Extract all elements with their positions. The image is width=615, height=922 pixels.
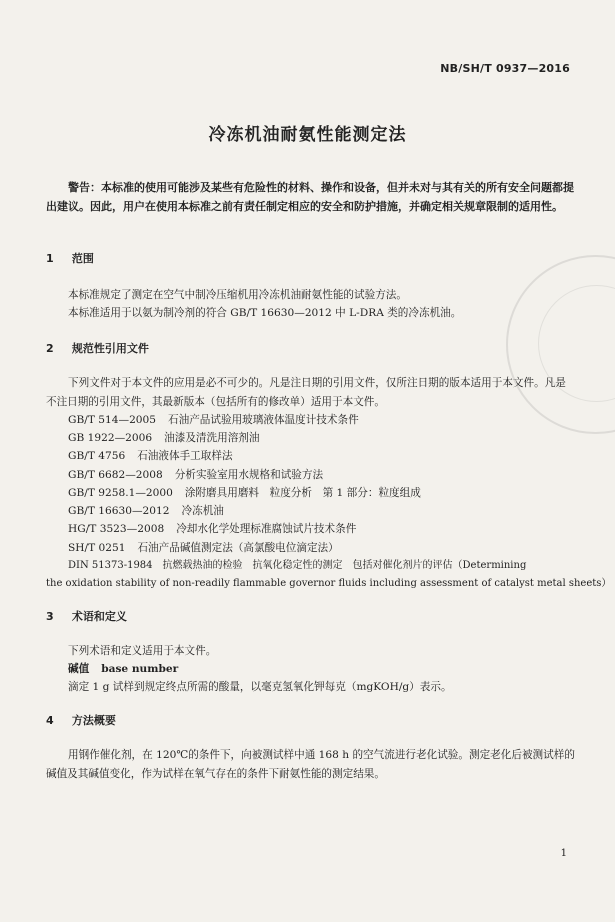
reference-name: 涂附磨具用磨料 粒度分析 第 1 部分：粒度组成: [184, 487, 421, 499]
section-title: 方法概要: [71, 714, 116, 727]
section-title: 规范性引用文件: [71, 342, 149, 355]
page-number: 1: [560, 848, 567, 859]
reference-name: 石油液体手工取样法: [137, 450, 233, 462]
reference-item: [68, 502, 576, 521]
standard-number: NB/SH/T 0937—2016: [440, 62, 570, 75]
reference-item: [68, 539, 576, 558]
reference-name: 油漆及清洗用溶剂油: [164, 432, 260, 444]
section-2-intro: 下列文件对于本文件的应用是必不可少的。凡是注日期的引用文件，仅所注日期的版本适用于本文件。凡是不注日期的引用文件，其最新版本（包括所有的修改单）适用于本文件。: [46, 377, 566, 408]
section-2-heading: [46, 340, 149, 356]
reference-code: GB 1922—2006: [68, 432, 153, 444]
reference-item: [68, 466, 576, 485]
section-1-heading: [46, 250, 94, 266]
reference-code: SH/T 0251: [68, 542, 126, 554]
reference-item: [68, 484, 576, 503]
section-1-paragraph-1: 本标准规定了测定在空气中制冷压缩机用冷冻机油耐氨性能的试验方法。: [68, 289, 407, 301]
section-number: 4: [46, 714, 54, 727]
term-definition: 滴定 1 g 试样到规定终点所需的酸量，以毫克氢氧化钾每克（mgKOH/g）表示。: [68, 681, 452, 693]
reference-code: GB/T 9258.1—2000: [68, 487, 173, 499]
term-entry: [68, 660, 576, 679]
reference-item: [68, 447, 576, 466]
section-title: 范围: [71, 252, 94, 265]
reference-code: GB/T 16630—2012: [68, 505, 170, 517]
section-3-intro: 下列术语和定义适用于本文件。: [68, 645, 217, 657]
reference-code: HG/T 3523—2008: [68, 523, 165, 535]
reference-item: [68, 520, 576, 539]
reference-item: [68, 429, 576, 448]
reference-name: 冷冻机油: [181, 505, 224, 517]
warning-paragraph: 警告：本标准的使用可能涉及某些有危险性的材料、操作和设备，但并未对与其有关的所有安全问题都提出建议。因此，用户在使用本标准之前有责任制定相应的安全和防护措施，并确定相关规章限制的适用性。: [46, 181, 574, 213]
reference-code: GB/T 4756: [68, 450, 126, 462]
reference-din-line-2: the oxidation stability of non-readily flammable governor fluids including assessment of catalyst metal sheets）: [46, 578, 612, 589]
section-number: 1: [46, 252, 54, 265]
reference-name: 石油产品碱值测定法（高氯酸电位滴定法）: [137, 542, 339, 554]
reference-name: 分析实验室用水规格和试验方法: [174, 469, 324, 481]
section-4-heading: [46, 712, 116, 728]
section-number: 3: [46, 610, 54, 623]
reference-code: GB/T 514—2005: [68, 414, 157, 426]
section-title: 术语和定义: [71, 610, 127, 623]
term-english: base number: [101, 663, 179, 675]
term-chinese: 碱值: [68, 663, 90, 675]
section-3-heading: [46, 608, 127, 624]
reference-name: 石油产品试验用玻璃液体温度计技术条件: [168, 414, 359, 426]
reference-din-line-1: DIN 51373-1984 抗燃载热油的检验 抗氧化稳定性的测定 包括对催化剂片的评估（Determining: [68, 560, 527, 571]
section-4-paragraph: 用钢作催化剂，在 120℃的条件下，向被测试样中通 168 h 的空气流进行老化试验。测定老化后被测试样的碱值及其碱值变化，作为试样在氧气存在的条件下耐氨性能的测定结果。: [46, 749, 575, 780]
reference-code: GB/T 6682—2008: [68, 469, 163, 481]
section-number: 2: [46, 342, 54, 355]
document-title: 冷冻机油耐氨性能测定法: [208, 125, 407, 145]
section-1-paragraph-2: 本标准适用于以氨为制冷剂的符合 GB/T 16630—2012 中 L-DRA 类的冷冻机油。: [68, 307, 462, 319]
reference-name: 冷却水化学处理标准腐蚀试片技术条件: [176, 523, 357, 535]
reference-item: [68, 411, 576, 430]
